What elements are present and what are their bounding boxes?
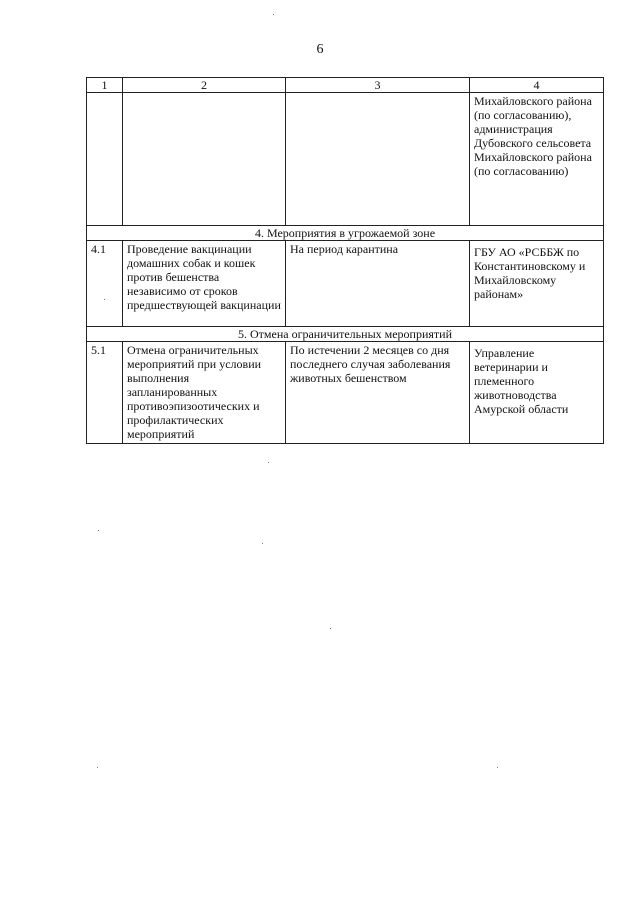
measures-table	[86, 77, 604, 444]
header-col-4: 4	[470, 78, 604, 93]
measure-cell: Отмена ограничительных мероприятий при условии выполнения запланированных противоэпизоотических и профилактических мероприятий	[123, 342, 286, 444]
section-row	[87, 327, 604, 342]
scan-speck	[104, 299, 105, 300]
measure-cell	[123, 93, 286, 226]
header-col-2: 2	[123, 78, 286, 93]
scan-speck	[268, 462, 269, 463]
row-number: 4.1	[87, 241, 123, 327]
scan-speck	[330, 628, 331, 629]
measure-cell: Проведение вакцинации домашних собак и кошек против бешенства независимо от сроков предшествующей вакцинации	[123, 241, 286, 327]
row-number	[87, 93, 123, 226]
table-row	[87, 241, 604, 327]
scan-speck	[262, 543, 263, 544]
scan-speck	[97, 767, 98, 768]
scan-speck	[273, 14, 274, 15]
responsible-cell: ГБУ АО «РСББЖ по Константиновскому и Михайловскому районам»	[470, 241, 604, 327]
table-header-row	[87, 78, 604, 93]
header-col-1: 1	[87, 78, 123, 93]
scan-speck	[497, 767, 498, 768]
table-row	[87, 342, 604, 444]
row-number: 5.1	[87, 342, 123, 444]
page-number: 6	[316, 42, 324, 57]
term-cell: По истечении 2 месяцев со дня последнего случая заболевания животных бешенством	[286, 342, 470, 444]
section-row	[87, 226, 604, 241]
term-cell	[286, 93, 470, 226]
responsible-cell: Управление ветеринарии и племенного животноводства Амурской области	[470, 342, 604, 444]
term-cell: На период карантина	[286, 241, 470, 327]
table-row	[87, 93, 604, 226]
section-title: 4. Мероприятия в угрожаемой зоне	[87, 226, 604, 241]
header-col-3: 3	[286, 78, 470, 93]
scan-speck	[98, 530, 99, 531]
responsible-cell: Михайловского района (по согласованию), администрация Дубовского сельсовета Михайловского района (по согласованию)	[470, 93, 604, 226]
section-title: 5. Отмена ограничительных мероприятий	[87, 327, 604, 342]
